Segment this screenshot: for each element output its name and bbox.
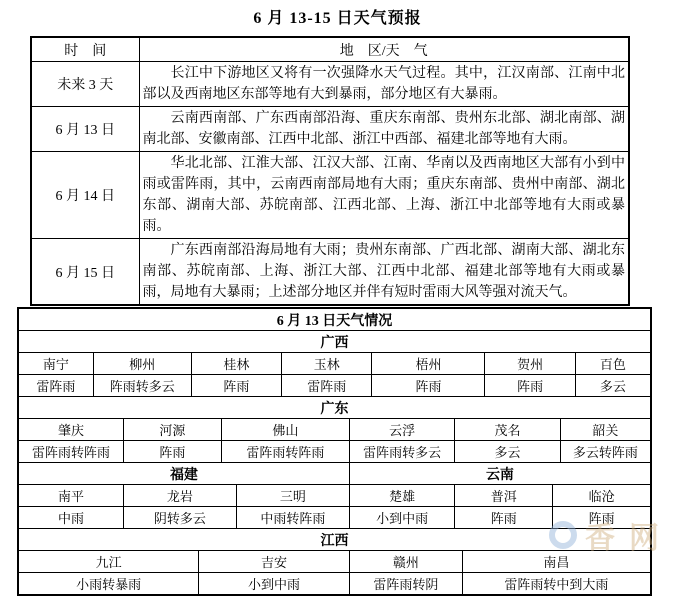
forecast-row <box>31 107 629 152</box>
cities-row <box>18 485 651 507</box>
city-cell: 普洱 <box>455 485 553 507</box>
weather-cell: 阵雨 <box>553 507 651 529</box>
forecast-row <box>31 152 629 239</box>
city-cell: 玉林 <box>282 353 372 375</box>
weather-cell: 阵雨 <box>191 375 281 397</box>
city-cell: 南宁 <box>18 353 93 375</box>
weather-cell: 阴转多云 <box>123 507 236 529</box>
province-header-row <box>18 397 651 419</box>
province-header: 广西 <box>18 331 651 353</box>
forecast-table-body <box>31 37 629 305</box>
weather-row <box>18 441 651 463</box>
city-cell: 三明 <box>236 485 349 507</box>
weather-cell: 阵雨转多云 <box>93 375 191 397</box>
forecast-row-text: 广东西南部沿海局地有大雨；贵州东南部、广西北部、湖南大部、湖北东南部、苏皖南部、上海、浙江大部、江西中北部、福建北部等地有大雨或暴雨，局地有大暴雨；上述部分地区并伴有短时雷雨大风等强对流天气。 <box>139 239 629 306</box>
city-cell: 茂名 <box>455 419 560 441</box>
city-cell: 南昌 <box>462 551 651 573</box>
conditions-title-row <box>18 308 651 331</box>
city-cell: 赣州 <box>349 551 462 573</box>
city-cell: 韶关 <box>560 419 651 441</box>
city-cell: 吉安 <box>199 551 350 573</box>
province-header-row <box>18 463 651 485</box>
city-cell: 云浮 <box>349 419 454 441</box>
city-cell: 百色 <box>575 353 651 375</box>
forecast-row-label: 6 月 13 日 <box>31 107 139 152</box>
weather-row <box>18 507 651 529</box>
weather-cell: 雷阵雨 <box>282 375 372 397</box>
weather-cell: 雷阵雨转阴 <box>349 573 462 596</box>
city-cell: 佛山 <box>221 419 349 441</box>
forecast-table <box>30 36 630 306</box>
forecast-row <box>31 239 629 306</box>
weather-cell: 中雨转阵雨 <box>236 507 349 529</box>
forecast-row-label: 6 月 14 日 <box>31 152 139 239</box>
province-header: 福建 <box>18 463 349 485</box>
forecast-row-text: 华北北部、江淮大部、江汉大部、江南、华南以及西南地区大部有小到中雨或雷阵雨，其中，云南西南部局地有大雨；重庆东南部、贵州中南部、湖北东部、湖南大部、苏皖南部、江西北部、上海、浙江中北部等地有大雨或暴雨。 <box>139 152 629 239</box>
city-cell: 临沧 <box>553 485 651 507</box>
weather-cell: 阵雨 <box>455 507 553 529</box>
forecast-row-label: 未来 3 天 <box>31 62 139 107</box>
weather-cell: 雷阵雨转阵雨 <box>18 441 123 463</box>
city-cell: 贺州 <box>485 353 575 375</box>
weather-cell: 雷阵雨 <box>18 375 93 397</box>
cities-row <box>18 419 651 441</box>
city-cell: 桂林 <box>191 353 281 375</box>
weather-cell: 阵雨 <box>123 441 221 463</box>
city-cell: 南平 <box>18 485 123 507</box>
province-header: 江西 <box>18 529 651 551</box>
city-cell: 肇庆 <box>18 419 123 441</box>
weather-cell: 雷阵雨转阵雨 <box>221 441 349 463</box>
province-header: 广东 <box>18 397 651 419</box>
weather-row <box>18 375 651 397</box>
weather-cell: 多云转阵雨 <box>560 441 651 463</box>
conditions-table <box>17 307 652 596</box>
weather-row <box>18 573 651 596</box>
weather-cell: 多云 <box>575 375 651 397</box>
city-cell: 龙岩 <box>123 485 236 507</box>
watermark-text: 香网 <box>585 522 673 555</box>
cities-row <box>18 551 651 573</box>
weather-cell: 阵雨 <box>485 375 575 397</box>
conditions-title: 6 月 13 日天气情况 <box>18 308 651 331</box>
city-cell: 柳州 <box>93 353 191 375</box>
forecast-row-label: 6 月 15 日 <box>31 239 139 306</box>
province-header: 云南 <box>349 463 651 485</box>
page-title: 6 月 13-15 日天气预报 <box>253 10 422 27</box>
weather-cell: 多云 <box>455 441 560 463</box>
province-header-row <box>18 331 651 353</box>
forecast-header-row <box>31 37 629 62</box>
city-cell: 九江 <box>18 551 199 573</box>
forecast-row <box>31 62 629 107</box>
weather-cell: 雷阵雨转多云 <box>349 441 454 463</box>
weather-cell: 小到中雨 <box>199 573 350 596</box>
province-header-row <box>18 529 651 551</box>
weather-cell: 小到中雨 <box>349 507 454 529</box>
time-column-header: 时 间 <box>31 37 139 62</box>
forecast-row-text: 长江中下游地区又将有一次强降水天气过程。其中，江汉南部、江南中北部以及西南地区东部等地有大到暴雨，部分地区有大暴雨。 <box>139 62 629 107</box>
region-column-header: 地 区/天 气 <box>139 37 629 62</box>
city-cell: 梧州 <box>372 353 485 375</box>
weather-cell: 小雨转暴雨 <box>18 573 199 596</box>
forecast-row-text: 云南西南部、广东西南部沿海、重庆东南部、贵州东北部、湖北南部、湖南北部、安徽南部、江西中北部、浙江中西部、福建北部等地有大雨。 <box>139 107 629 152</box>
weather-cell: 雷阵雨转中到大雨 <box>462 573 651 596</box>
weather-cell: 阵雨 <box>372 375 485 397</box>
weather-cell: 中雨 <box>18 507 123 529</box>
cities-row <box>18 353 651 375</box>
city-cell: 楚雄 <box>349 485 454 507</box>
city-cell: 河源 <box>123 419 221 441</box>
